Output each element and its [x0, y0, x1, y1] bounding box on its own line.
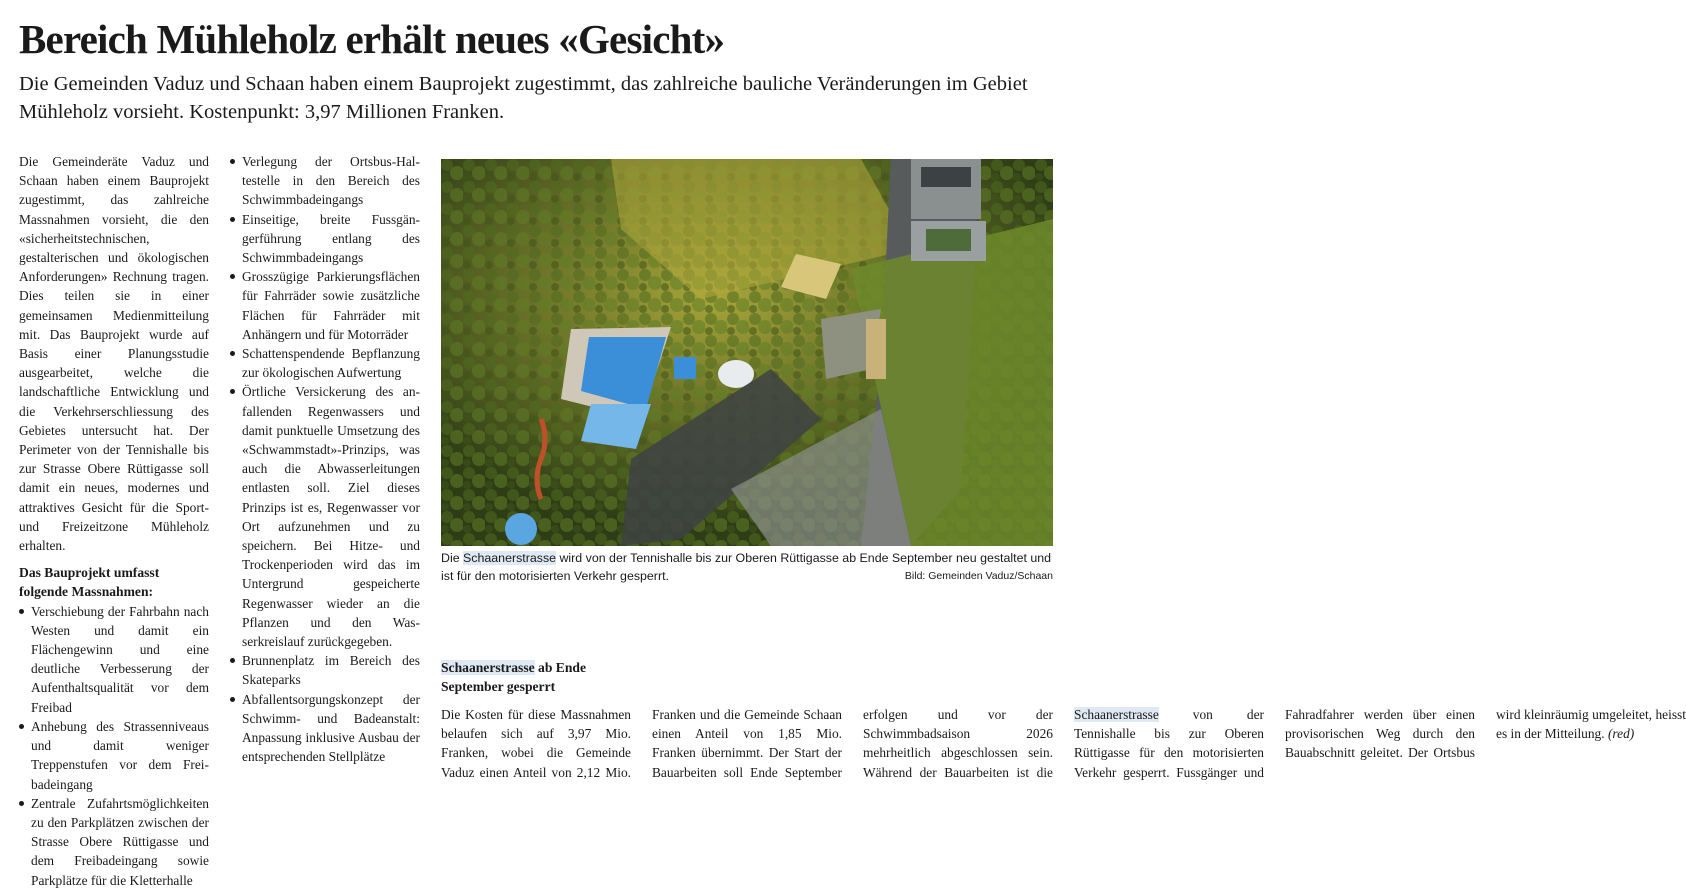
- caption-pre: Die: [441, 551, 464, 565]
- body-highlight: Schaanerstrasse: [1074, 707, 1159, 722]
- caption-highlight: Schaanerstrasse: [463, 551, 557, 565]
- caption-post: wird von der Tennishalle bis zur Oberen Rüttigasse ab Ende September neu gestaltet und ist für den motorisierten Verkehr gesperrt.: [441, 551, 1052, 583]
- intro-paragraph: Die Gemeinderäte Vaduz und Schaan haben einem Bauprojekt zugestimmt, das zahlreiche Massnahmen vorsieht, die den «sicherheitstechnischen, gestalterischen und ökologischen Anforderungen» Rechnung tragen. Dies teilen sie in einer gemeinsamen Medienmitteilung mit. Das Bauprojekt wurde auf Basis einer Planungsstudie ausgearbeitet, welche die landschaftliche Entwicklung und die Verkehrserschliessung des Gebietes untersucht hat. Der Perimeter von der Tennishalle bis zur Strasse Obere Rüttigasse soll damit ein neues, modernes und attraktives Gesicht für die Sport- und Freizeitzone Mühleholz erhalten.: [19, 154, 209, 554]
- measures-list-part-1: [19, 602, 209, 890]
- measure-item: Verlegung der Ortsbus-Haltestelle in den Bereich des Schwimmbadeingangs: [230, 152, 420, 210]
- signature: (red): [1607, 726, 1635, 742]
- section-heading: [441, 658, 631, 696]
- measure-item: Einseitige, breite Fussgängerführung entlang des Schwimmbadeingangs: [230, 210, 420, 268]
- measure-item: Grosszügige Parkierungsflächen für Fahrräder sowie zusätzliche Flächen für Fahrräder mit Anhängern und für Motorräder: [230, 267, 420, 344]
- list-heading: Das Bauprojekt umfasst folgende Massnahmen:: [19, 565, 160, 600]
- measure-item: Zentrale Zufahrtsmöglichkeiten zu den Parkplätzen zwischen der Strasse Obere Rüttigasse und dem Freibadeingang sowie Parkplätze für die Kletterhalle: [19, 794, 209, 890]
- closing-paragraph: [441, 705, 1686, 787]
- section-heading-highlight: Schaanerstrasse: [441, 660, 535, 675]
- measure-item: Anhebung des Strassenniveaus und damit weniger Treppenstufen vor dem Freibadeingang: [19, 717, 209, 794]
- measure-item: Örtliche Versickerung des anfallenden Regenwassers und damit punktuelle Umsetzung des «Schwammstadt»-Prinzips, was auch die Abwasserleitungen entlasten soll. Ziel dieses Prinzips ist es, Regenwasser vor Ort aufzunehmen und zu speichern. Bei Hitze- und Trockenperioden wird das im Untergrund gespeicherte Regenwasser wieder an die Pflanzen und den Wasserkreislauf zurückgegeben.: [230, 382, 420, 651]
- body-columns: [441, 705, 1686, 787]
- lead-paragraph: Die Gemeinden Vaduz und Schaan haben einem Bauprojekt zugestimmt, das zahlreiche bauliche Veränderungen im Gebiet Mühleholz vorsieht. Kostenpunkt: 3,97 Millionen Franken.: [19, 73, 1028, 123]
- measures-list-part-2: [230, 152, 420, 767]
- section-heading-rest: ab Ende September gesperrt: [441, 660, 587, 695]
- measure-item: Schattenspendende Bepflanzung zur ökologischen Aufwertung: [230, 344, 420, 382]
- column-1: [19, 152, 209, 890]
- column-2: [230, 152, 420, 767]
- measure-item: Verschiebung der Fahrbahn nach Westen und damit ein Flächengewinn und eine deutliche Verbesserung der Aufenthaltsqualität vor dem Freibad: [19, 602, 209, 717]
- aerial-photo-illustration: [441, 159, 1053, 546]
- measure-item: Brunnenplatz im Bereich des Skateparks: [230, 651, 420, 689]
- aerial-photo: [441, 159, 1053, 546]
- measure-item: Abfallentsorgungskonzept der Schwimm- und Badeanstalt: Anpassung inklusive Ausbau der entsprechenden Stellplätze: [230, 690, 420, 767]
- body-text-b: von der Tennishalle bis zur Oberen Rüttigasse für den motorisierten Verkehr gesperrt. Fussgänger und Fahradfahrer werden über einen provisorischen Weg durch den Bauabschnitt geleitet. Der Ortsbus wird kleinräumig umgeleitet, heisst es in der Mitteilung.: [1074, 707, 1686, 780]
- column-3: [441, 618, 631, 702]
- photo-credit: Bild: Gemeinden Vaduz/Schaan: [904, 570, 1053, 582]
- headline: Bereich Mühleholz erhält neues «Gesicht»: [19, 16, 725, 62]
- body-text-a: Die Kosten für diese Massnahmen belaufen sich auf 3,97 Mio. Franken, wobei die Gemeinde Vaduz einen Anteil von 2,12 Mio. Franken und die Gemeinde Schaan einen Anteil von 1,85 Mio. Franken übernimmt. Der Start der Bauarbeiten soll Ende September erfolgen und vor der Schwimmbadsaison 2026 mehrheitlich abgeschlossen sein. Während der Bauarbeiten ist die: [441, 707, 1053, 780]
